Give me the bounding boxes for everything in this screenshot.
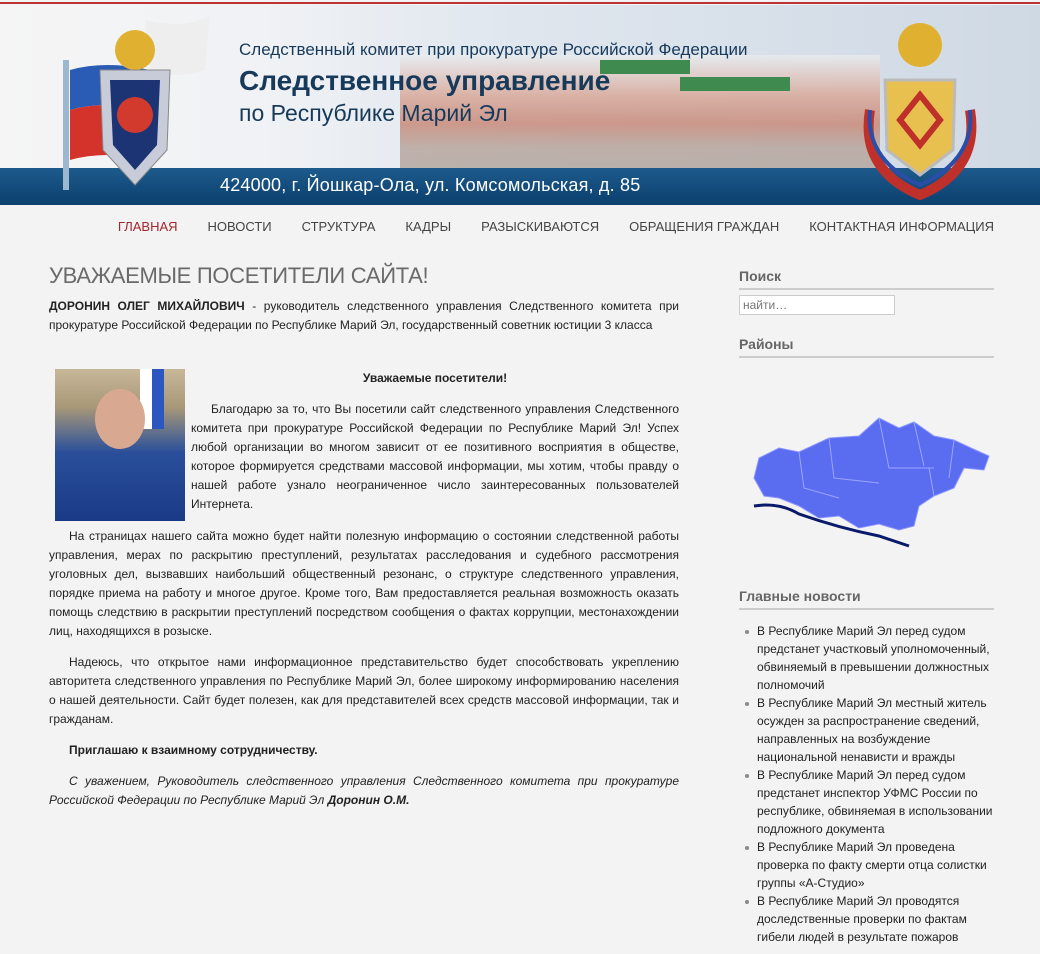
nav-citizen-appeals[interactable]: ОБРАЩЕНИЯ ГРАЖДАН xyxy=(629,219,780,234)
flag xyxy=(152,369,164,429)
districts-map[interactable] xyxy=(739,378,994,548)
face xyxy=(95,389,145,449)
sidebar-search xyxy=(739,268,994,315)
search-title: Поиск xyxy=(739,268,994,290)
news-item[interactable]: В Республике Марий Эл проводятся доследственные проверки по фактам гибели людей в результате пожаров xyxy=(739,892,994,946)
signature xyxy=(49,772,679,810)
intro-text: - руководитель следственного управления Следственного комитета при прокуратуре Российской Федерации по Республике Марий Эл, государственный советник юстиции 3 класса xyxy=(49,299,680,332)
news-item[interactable]: В Республике Марий Эл перед судом предстанет инспектор УФМС России по республике, обвиняемая в использовании подложного документа xyxy=(739,766,994,838)
greeting: Уважаемые посетители! xyxy=(362,371,508,385)
article xyxy=(49,263,680,810)
nav-staff[interactable]: КАДРЫ xyxy=(405,219,452,234)
head-name: ДОРОНИН ОЛЕГ МИХАЙЛОВИЧ xyxy=(49,299,245,313)
intro-paragraph xyxy=(49,297,679,335)
news-list xyxy=(739,622,994,946)
signature-name: Доронин О.М. xyxy=(327,793,410,807)
search-input[interactable] xyxy=(739,295,895,315)
roof xyxy=(600,60,690,74)
site-title: Следственное управление xyxy=(239,65,611,96)
paragraph-1: Благодарю за то, что Вы посетили сайт следственного управления Следственного комитета при прокуратуре Российской Федерации по Республике Марий Эл! Успех любой организации во многом зависит от ее позитивного восприятия в обществе, которое формируется средствами массовой информации, мы хотим, чтобы правду о нашей работе узнало неограниченное число заинтересованных пользователей Интернета. xyxy=(191,402,679,511)
news-item[interactable]: В Республике Марий Эл местный житель осужден за распространение сведений, направленных на возбуждение национальной ненависти и вражды xyxy=(739,694,994,766)
main-nav xyxy=(118,219,994,234)
paragraph-2: На страницах нашего сайта можно будет найти полезную информацию о состоянии следственной работы управления, мерах по раскрытию преступлений, результатах расследования и судебного рассмотрения уголовных дел, вызвавших наибольший общественный резонанс, о структуре следственного управления, порядке приема на работу и многое другое. Кроме того, Вам предоставляется реальная возможность оказать помощь следствию в раскрытии преступлений посредством сообщения о фактах коррупции, местонахождении лиц, находящихся в розыске. xyxy=(49,529,679,638)
invitation: Приглашаю к взаимному сотрудничеству. xyxy=(69,743,318,757)
site-subtitle: по Республике Марий Эл xyxy=(239,100,508,126)
nav-news[interactable]: НОВОСТИ xyxy=(207,219,272,234)
map-region[interactable] xyxy=(754,418,989,530)
nav-home[interactable]: ГЛАВНАЯ xyxy=(117,219,178,234)
nav-structure[interactable]: СТРУКТУРА xyxy=(301,219,376,234)
site-header xyxy=(0,5,1040,205)
org-line: Следственный комитет при прокуратуре Российской Федерации xyxy=(239,40,748,59)
signature-text: С уважением, Руководитель следственного управления Следственного комитета при прокуратуре Российской Федерации по Республике Марий Эл xyxy=(49,774,679,807)
sidebar-districts xyxy=(739,336,994,553)
investigative-committee-emblem-icon xyxy=(55,10,215,200)
address: 424000, г. Йошкар-Ола, ул. Комсомольская, д. 85 xyxy=(220,175,641,195)
top-accent-line xyxy=(0,2,1040,4)
sidebar-news xyxy=(739,588,994,946)
nav-contacts[interactable]: КОНТАКТНАЯ ИНФОРМАЦИЯ xyxy=(809,219,994,234)
paragraph-3: Надеюсь, что открытое нами информационное представительство будет способствовать укреплению авторитета следственного управления по Республике Марий Эл, более широкому информированию населения о нашей деятельности. Сайт будет полезен, как для представителей всех средств массовой информации, так и гражданам. xyxy=(49,655,679,726)
news-title: Главные новости xyxy=(739,588,994,610)
roof xyxy=(680,77,790,91)
districts-title: Районы xyxy=(739,336,994,358)
nav-wanted[interactable]: РАЗЫСКИВАЮТСЯ xyxy=(481,219,600,234)
news-item[interactable]: В Республике Марий Эл перед судом предстанет участковый уполномоченный, обвиняемый в превышении должностных полномочий xyxy=(739,622,994,694)
news-item[interactable]: В Республике Марий Эл проведена проверка по факту смерти отца солистки группы «А-Студио» xyxy=(739,838,994,892)
mari-el-emblem-icon xyxy=(850,10,990,200)
page-title: УВАЖАЕМЫЕ ПОСЕТИТЕЛИ САЙТА! xyxy=(49,263,429,288)
head-portrait-photo xyxy=(55,369,185,521)
